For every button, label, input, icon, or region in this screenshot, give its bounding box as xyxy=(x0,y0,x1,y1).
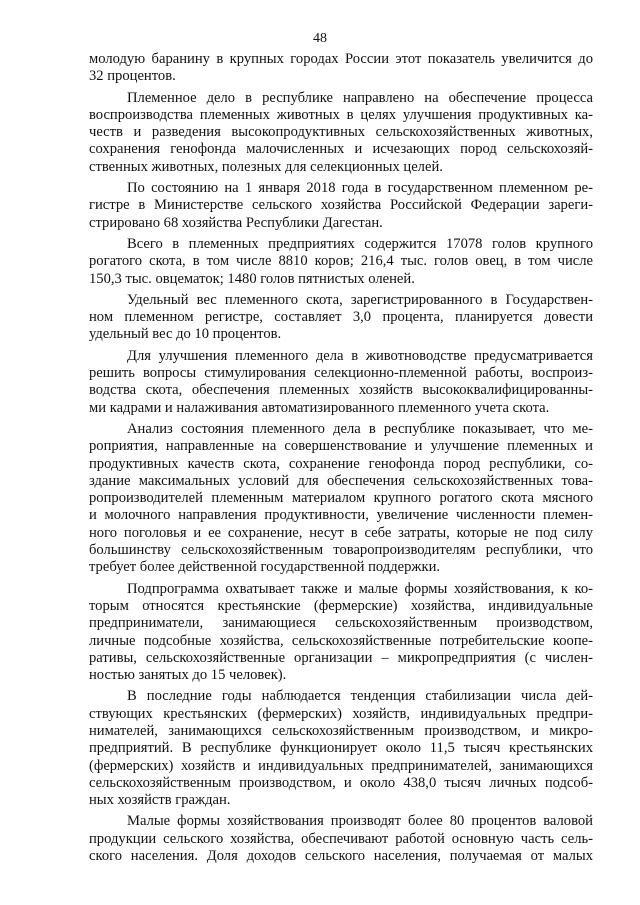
text-line: личные подсобные хозяйства, сельскохозяйственные потребительские коопе- xyxy=(89,632,593,649)
text-line: требует более действенной государственной поддержки. xyxy=(89,559,441,576)
text-line: предприятий. В республике функционирует около 11,5 тысяч крестьянских xyxy=(89,740,593,757)
text-line: ственных животных, полезных для селекционных целей. xyxy=(89,158,443,175)
paragraph xyxy=(89,688,593,809)
paragraph xyxy=(89,421,593,577)
text-line: По состоянию на 1 января 2018 года в государственном племенном ре- xyxy=(127,180,593,197)
text-line: ных хозяйств граждан. xyxy=(89,792,231,809)
text-line: Всего в племенных предприятиях содержится 17078 голов крупного xyxy=(127,235,593,252)
text-line: и молочного направления продуктивности, увеличение численности племен- xyxy=(89,507,593,524)
text-line: Для улучшения племенного дела в животноводстве предусматривается xyxy=(127,347,593,364)
page-number: 48 xyxy=(313,31,327,46)
text-line: 32 процентов. xyxy=(89,68,176,85)
paragraph xyxy=(89,813,593,865)
text-line: Племенное дело в республике направлено на обеспечение процесса xyxy=(127,89,593,106)
text-line: продукции сельского хозяйства, обеспечивают работой основную часть сель- xyxy=(89,830,593,847)
text-line: решить вопросы стимулирования селекционно-племенной работы, воспроиз- xyxy=(89,365,593,382)
text-line: честв и разведения высокопродуктивных сельскохозяйственных животных, xyxy=(89,124,593,141)
text-line: стрировано 68 хозяйства Республики Дагестан. xyxy=(89,214,383,231)
text-line: Удельный вес племенного скота, зарегистрированного в Государствен- xyxy=(127,291,593,308)
text-line: Подпрограмма охватывает также и малые формы хозяйствования, к ко- xyxy=(127,580,593,597)
text-line: молодую баранину в крупных городах России этот показатель увеличится до xyxy=(89,51,593,67)
document-body xyxy=(89,51,593,865)
text-line: Анализ состояния племенного дела в республике показывает, что ме- xyxy=(127,420,593,437)
text-line: здание максимальных условий для обеспечения сельскохозяйственных това- xyxy=(89,472,593,489)
text-line: нимателей, занимающихся сельскохозяйственным производством, и микро- xyxy=(89,722,593,739)
text-line: сохранения генофонда малочисленных и исчезающих пород сельскохозяй- xyxy=(89,141,593,158)
text-line: воспроизводства племенных животных в целях улучшения продуктивных ка- xyxy=(89,106,593,123)
text-line: торым относятся крестьянские (фермерские) хозяйства, индивидуальные xyxy=(89,597,593,614)
text-line: ми кадрами и налаживания автоматизированного племенного учета скота. xyxy=(89,399,550,416)
paragraph xyxy=(89,292,593,344)
paragraph xyxy=(89,180,593,232)
text-line: ного поголовья и ее сохранение, несут в себе затраты, которые не под силу xyxy=(89,524,593,541)
paragraph xyxy=(89,90,593,176)
text-line: предприниматели, занимающиеся сельскохозяйственным производством, xyxy=(89,615,593,632)
text-line: удельный вес до 10 процентов. xyxy=(89,326,282,343)
text-line: гистре в Министерстве сельского хозяйства Российской Федерации зареги- xyxy=(89,197,593,214)
text-line: роприятия, направленные на совершенствование и улучшение племенных и xyxy=(89,438,593,455)
paragraph xyxy=(89,581,593,685)
text-line: ского населения. Доля доходов сельского населения, получаемая от малых xyxy=(89,848,593,865)
text-line: водства скота, обеспечения племенных хозяйств высококвалифицированны- xyxy=(89,382,593,399)
paragraph xyxy=(89,348,593,417)
paragraph xyxy=(89,236,593,288)
text-line: ном племенном регистре, составляет 3,0 процента, планируется довести xyxy=(89,309,593,326)
paragraph xyxy=(89,51,593,86)
text-line: (фермерских) хозяйств и индивидуальных предпринимателей, занимающихся xyxy=(89,757,593,774)
text-line: продуктивных качеств скота, сохранение генофонда пород республики, со- xyxy=(89,455,593,472)
text-line: ностью занятых до 15 человек). xyxy=(89,667,287,684)
text-line: ропроизводителей племенным материалом крупного рогатого скота мясного xyxy=(89,490,593,507)
text-line: ствующих крестьянских (фермерских) хозяйств, индивидуальных предпри- xyxy=(89,705,593,722)
text-line: большинству сельскохозяйственным товаропроизводителям республики, что xyxy=(89,542,593,559)
text-line: ративы, сельскохозяйственные организации – микропредприятия (с числен- xyxy=(89,649,593,666)
text-line: В последние годы наблюдается тенденция стабилизации числа дей- xyxy=(127,688,593,705)
text-line: 150,3 тыс. овцематок; 1480 голов пятнистых оленей. xyxy=(89,270,415,287)
text-line: сельскохозяйственным производством, и около 438,0 тысяч личных подсоб- xyxy=(89,774,593,791)
text-line: Малые формы хозяйствования производят более 80 процентов валовой xyxy=(127,813,593,830)
text-line: рогатого скота, в том числе 8810 коров; 216,4 тыс. голов овец, в том числе xyxy=(89,253,593,270)
